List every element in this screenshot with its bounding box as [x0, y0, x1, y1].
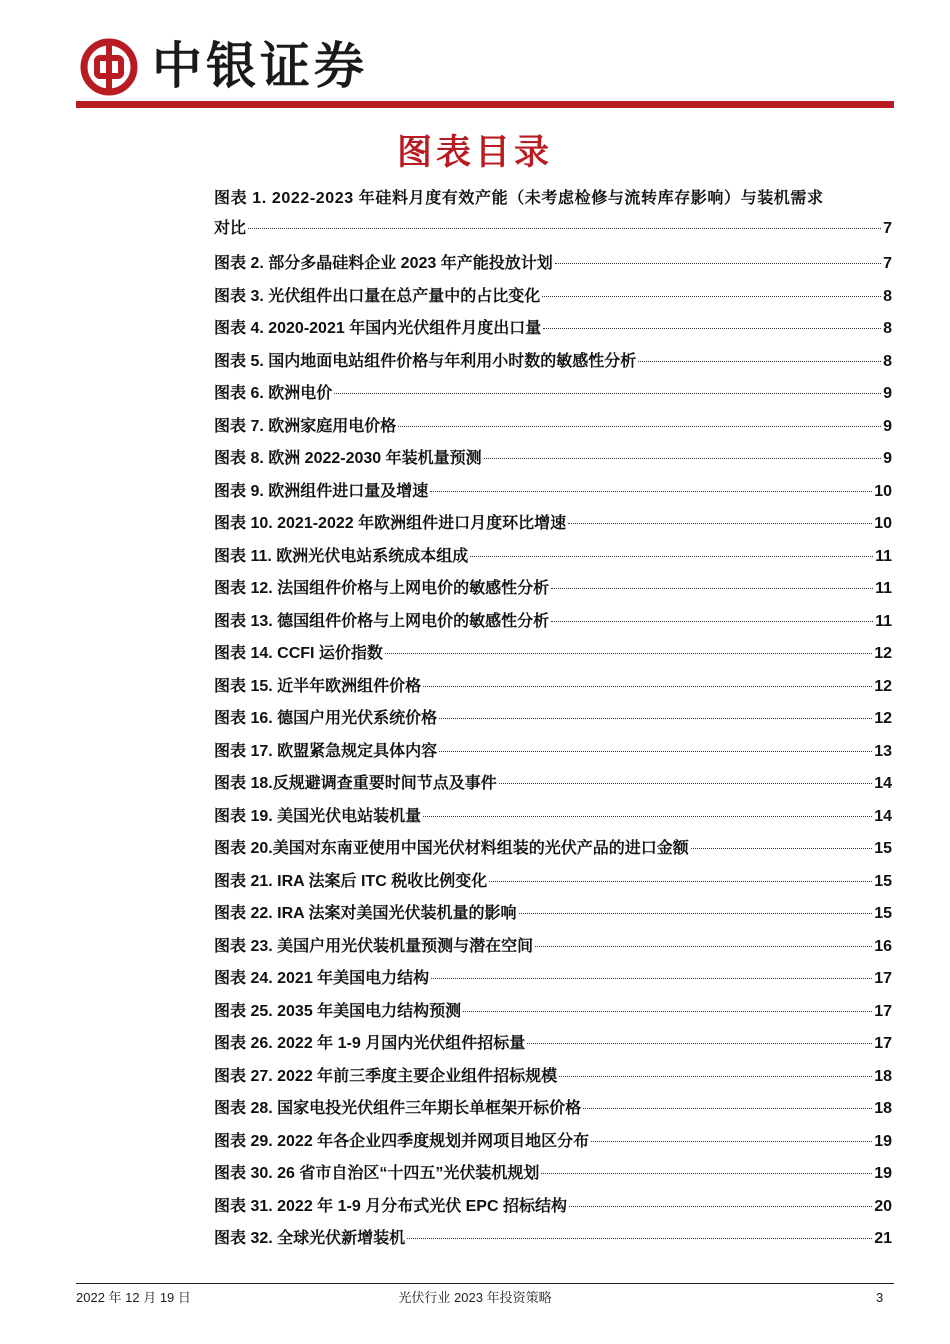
toc-entry[interactable] — [214, 573, 892, 606]
toc-entry[interactable] — [214, 411, 892, 444]
toc-entry[interactable] — [214, 281, 892, 314]
toc-entry[interactable] — [214, 898, 892, 931]
toc-entry[interactable] — [214, 801, 892, 834]
toc-entry-label: 图表 9. 欧洲组件进口量及增速 — [214, 482, 429, 500]
toc-leader-dots — [463, 1011, 872, 1012]
toc-leader-dots — [470, 556, 873, 557]
toc-entry[interactable] — [214, 443, 892, 476]
header-rule — [76, 101, 894, 108]
toc-entry-page: 9 — [883, 385, 892, 402]
toc-entry-page: 7 — [883, 220, 892, 237]
toc-entry-page: 18 — [874, 1100, 892, 1117]
toc-leader-dots — [385, 653, 872, 654]
toc-entry-label: 图表 11. 欧洲光伏电站系统成本组成 — [214, 547, 469, 565]
toc-entry-label: 图表 23. 美国户用光伏装机量预测与潜在空间 — [214, 937, 534, 955]
toc-entry-page: 11 — [875, 547, 892, 565]
toc-entry-label: 图表 27. 2022 年前三季度主要企业组件招标规模 — [214, 1067, 558, 1085]
toc-entry-page: 8 — [883, 320, 892, 337]
toc-leader-dots — [583, 1108, 872, 1109]
toc-entry[interactable] — [214, 212, 892, 248]
footer-rule — [76, 1283, 894, 1284]
footer-page-number: 3 — [876, 1290, 884, 1305]
toc-entry-page: 9 — [883, 450, 892, 467]
toc-leader-dots — [551, 588, 873, 589]
toc-leader-dots — [499, 783, 873, 784]
toc-entry-page: 11 — [875, 580, 892, 597]
toc-entry-label: 图表 6. 欧洲电价 — [214, 385, 333, 402]
toc-entry-page: 14 — [874, 807, 892, 825]
toc-entry-label: 图表 32. 全球光伏新增装机 — [214, 1230, 406, 1247]
toc-leader-dots — [407, 1238, 872, 1239]
toc-entry-label: 图表 25. 2035 年美国电力结构预测 — [214, 1002, 462, 1020]
toc-title: 图表目录 — [396, 133, 553, 173]
footer-date: 2022 年 12 月 19 日 — [76, 1290, 191, 1305]
toc-leader-dots — [568, 523, 872, 524]
toc-entry-label: 图表 26. 2022 年 1-9 月国内光伏组件招标量 — [214, 1035, 526, 1052]
toc-leader-dots — [398, 426, 881, 427]
toc-entry[interactable] — [214, 996, 892, 1029]
toc-entry[interactable] — [214, 508, 892, 541]
toc-leader-dots — [423, 816, 872, 817]
toc-entry[interactable] — [214, 833, 892, 866]
toc-entry[interactable] — [214, 866, 892, 899]
toc-entry[interactable] — [214, 1191, 892, 1224]
table-of-figures — [214, 186, 892, 1256]
toc-entry-page: 12 — [874, 645, 892, 662]
toc-leader-dots — [551, 621, 873, 622]
toc-entry-label: 图表 3. 光伏组件出口量在总产量中的占比变化 — [214, 287, 541, 305]
toc-entry[interactable] — [214, 476, 892, 509]
toc-entry-label: 图表 30. 26 省市自治区“十四五”光伏装机规划 — [214, 1165, 540, 1182]
toc-entry-label: 图表 14. CCFI 运价指数 — [214, 645, 383, 662]
toc-entry-label: 图表 17. 欧盟紧急规定具体内容 — [214, 742, 438, 760]
toc-entry-label: 图表 24. 2021 年美国电力结构 — [214, 970, 430, 987]
toc-entry-label: 图表 12. 法国组件价格与上网电价的敏感性分析 — [214, 580, 550, 597]
toc-entry-page: 13 — [874, 742, 892, 760]
toc-entry[interactable] — [214, 606, 892, 639]
toc-entry[interactable] — [214, 1158, 892, 1191]
toc-entry-label: 图表 28. 国家电投光伏组件三年期长单框架开标价格 — [214, 1100, 582, 1117]
toc-entry-label: 图表 21. IRA 法案后 ITC 税收比例变化 — [214, 872, 488, 890]
toc-entry-page: 20 — [874, 1197, 892, 1215]
toc-entry[interactable] — [214, 1223, 892, 1256]
toc-entry[interactable] — [214, 1126, 892, 1159]
toc-leader-dots — [535, 946, 872, 947]
toc-entry-page: 15 — [874, 840, 892, 857]
toc-leader-dots — [638, 361, 881, 362]
toc-entry[interactable] — [214, 963, 892, 996]
toc-entry-page: 18 — [874, 1067, 892, 1085]
page-header — [0, 0, 950, 112]
toc-entry[interactable] — [214, 671, 892, 704]
toc-entry-label: 图表 31. 2022 年 1-9 月分布式光伏 EPC 招标结构 — [214, 1197, 567, 1215]
toc-leader-dots — [541, 1173, 872, 1174]
toc-entry[interactable] — [214, 703, 892, 736]
toc-entry-page: 11 — [875, 612, 892, 630]
toc-entry-page: 15 — [874, 905, 892, 922]
toc-entry-label: 图表 19. 美国光伏电站装机量 — [214, 807, 422, 825]
toc-entry-page: 12 — [874, 710, 892, 727]
toc-leader-dots — [439, 751, 872, 752]
toc-entry-label: 图表 4. 2020-2021 年国内光伏组件月度出口量 — [214, 320, 542, 337]
toc-entry[interactable] — [214, 541, 892, 574]
toc-entry-label: 图表 8. 欧洲 2022-2030 年装机量预测 — [214, 450, 482, 467]
toc-leader-dots — [569, 1206, 872, 1207]
toc-leader-dots — [430, 491, 872, 492]
toc-leader-dots — [591, 1141, 872, 1142]
toc-entry[interactable] — [214, 1061, 892, 1094]
toc-entry-label: 图表 29. 2022 年各企业四季度规划并网项目地区分布 — [214, 1132, 590, 1150]
toc-entry-label: 图表 15. 近半年欧洲组件价格 — [214, 677, 422, 695]
toc-entry-label: 图表 5. 国内地面电站组件价格与年利用小时数的敏感性分析 — [214, 352, 637, 370]
toc-leader-dots — [248, 228, 881, 229]
toc-entry-page: 15 — [874, 872, 892, 890]
toc-entry-page: 8 — [883, 287, 892, 305]
toc-leader-dots — [527, 1043, 872, 1044]
toc-entry-label: 图表 7. 欧洲家庭用电价格 — [214, 417, 397, 435]
toc-entry[interactable] — [214, 378, 892, 411]
toc-entry-page: 10 — [874, 482, 892, 500]
toc-leader-dots — [489, 881, 872, 882]
toc-leader-dots — [559, 1076, 872, 1077]
toc-entry[interactable] — [214, 346, 892, 379]
toc-entry-page: 19 — [874, 1165, 892, 1182]
toc-entry-label: 图表 10. 2021-2022 年欧洲组件进口月度环比增速 — [214, 515, 567, 532]
toc-leader-dots — [431, 978, 872, 979]
toc-entry[interactable] — [214, 313, 892, 346]
toc-entry-page: 12 — [874, 677, 892, 695]
toc-entry-label: 对比 — [214, 220, 247, 237]
toc-entry-label: 图表 20.美国对东南亚使用中国光伏材料组装的光伏产品的进口金额 — [214, 840, 689, 857]
toc-leader-dots — [691, 848, 873, 849]
toc-entry-label: 图表 22. IRA 法案对美国光伏装机量的影响 — [214, 905, 517, 922]
toc-entry[interactable] — [214, 736, 892, 769]
toc-leader-dots — [439, 718, 872, 719]
toc-leader-dots — [334, 393, 881, 394]
toc-entry-page: 17 — [874, 1035, 892, 1052]
toc-entry-page: 10 — [874, 515, 892, 532]
footer-title: 光伏行业 2023 年投资策略 — [398, 1290, 552, 1305]
toc-entry-label: 图表 13. 德国组件价格与上网电价的敏感性分析 — [214, 612, 550, 630]
toc-entry-page: 7 — [883, 255, 892, 272]
toc-leader-dots — [543, 328, 881, 329]
toc-entry-page: 8 — [883, 352, 892, 370]
toc-entry-page: 16 — [874, 937, 892, 955]
toc-leader-dots — [542, 296, 881, 297]
toc-entry-page: 21 — [874, 1230, 892, 1247]
toc-entry-label: 图表 18.反规避调查重要时间节点及事件 — [214, 775, 497, 792]
toc-leader-dots — [519, 913, 873, 914]
toc-entry-page: 17 — [874, 1002, 892, 1020]
toc-entry[interactable] — [214, 1028, 892, 1061]
toc-entry-line[interactable] — [214, 186, 892, 212]
toc-entry-label: 图表 1. 2022-2023 年硅料月度有效产能（未考虑检修与流转库存影响）与装机需求 — [214, 190, 824, 207]
toc-entry-label: 图表 16. 德国户用光伏系统价格 — [214, 710, 438, 727]
toc-entry[interactable] — [214, 931, 892, 964]
toc-entry-page: 19 — [874, 1132, 892, 1150]
toc-entry-page: 14 — [874, 775, 892, 792]
toc-leader-dots — [555, 263, 881, 264]
toc-entry-page: 9 — [883, 417, 892, 435]
toc-entry[interactable] — [214, 638, 892, 671]
toc-entry-page: 17 — [874, 970, 892, 987]
bank-of-china-logo-icon — [80, 38, 138, 96]
toc-entry[interactable] — [214, 1093, 892, 1126]
toc-leader-dots — [484, 458, 881, 459]
toc-entry[interactable] — [214, 768, 892, 801]
toc-entry[interactable] — [214, 248, 892, 281]
brand-name: 中银证券 — [152, 36, 368, 95]
toc-entry-label: 图表 2. 部分多晶硅料企业 2023 年产能投放计划 — [214, 255, 553, 272]
toc-leader-dots — [423, 686, 872, 687]
